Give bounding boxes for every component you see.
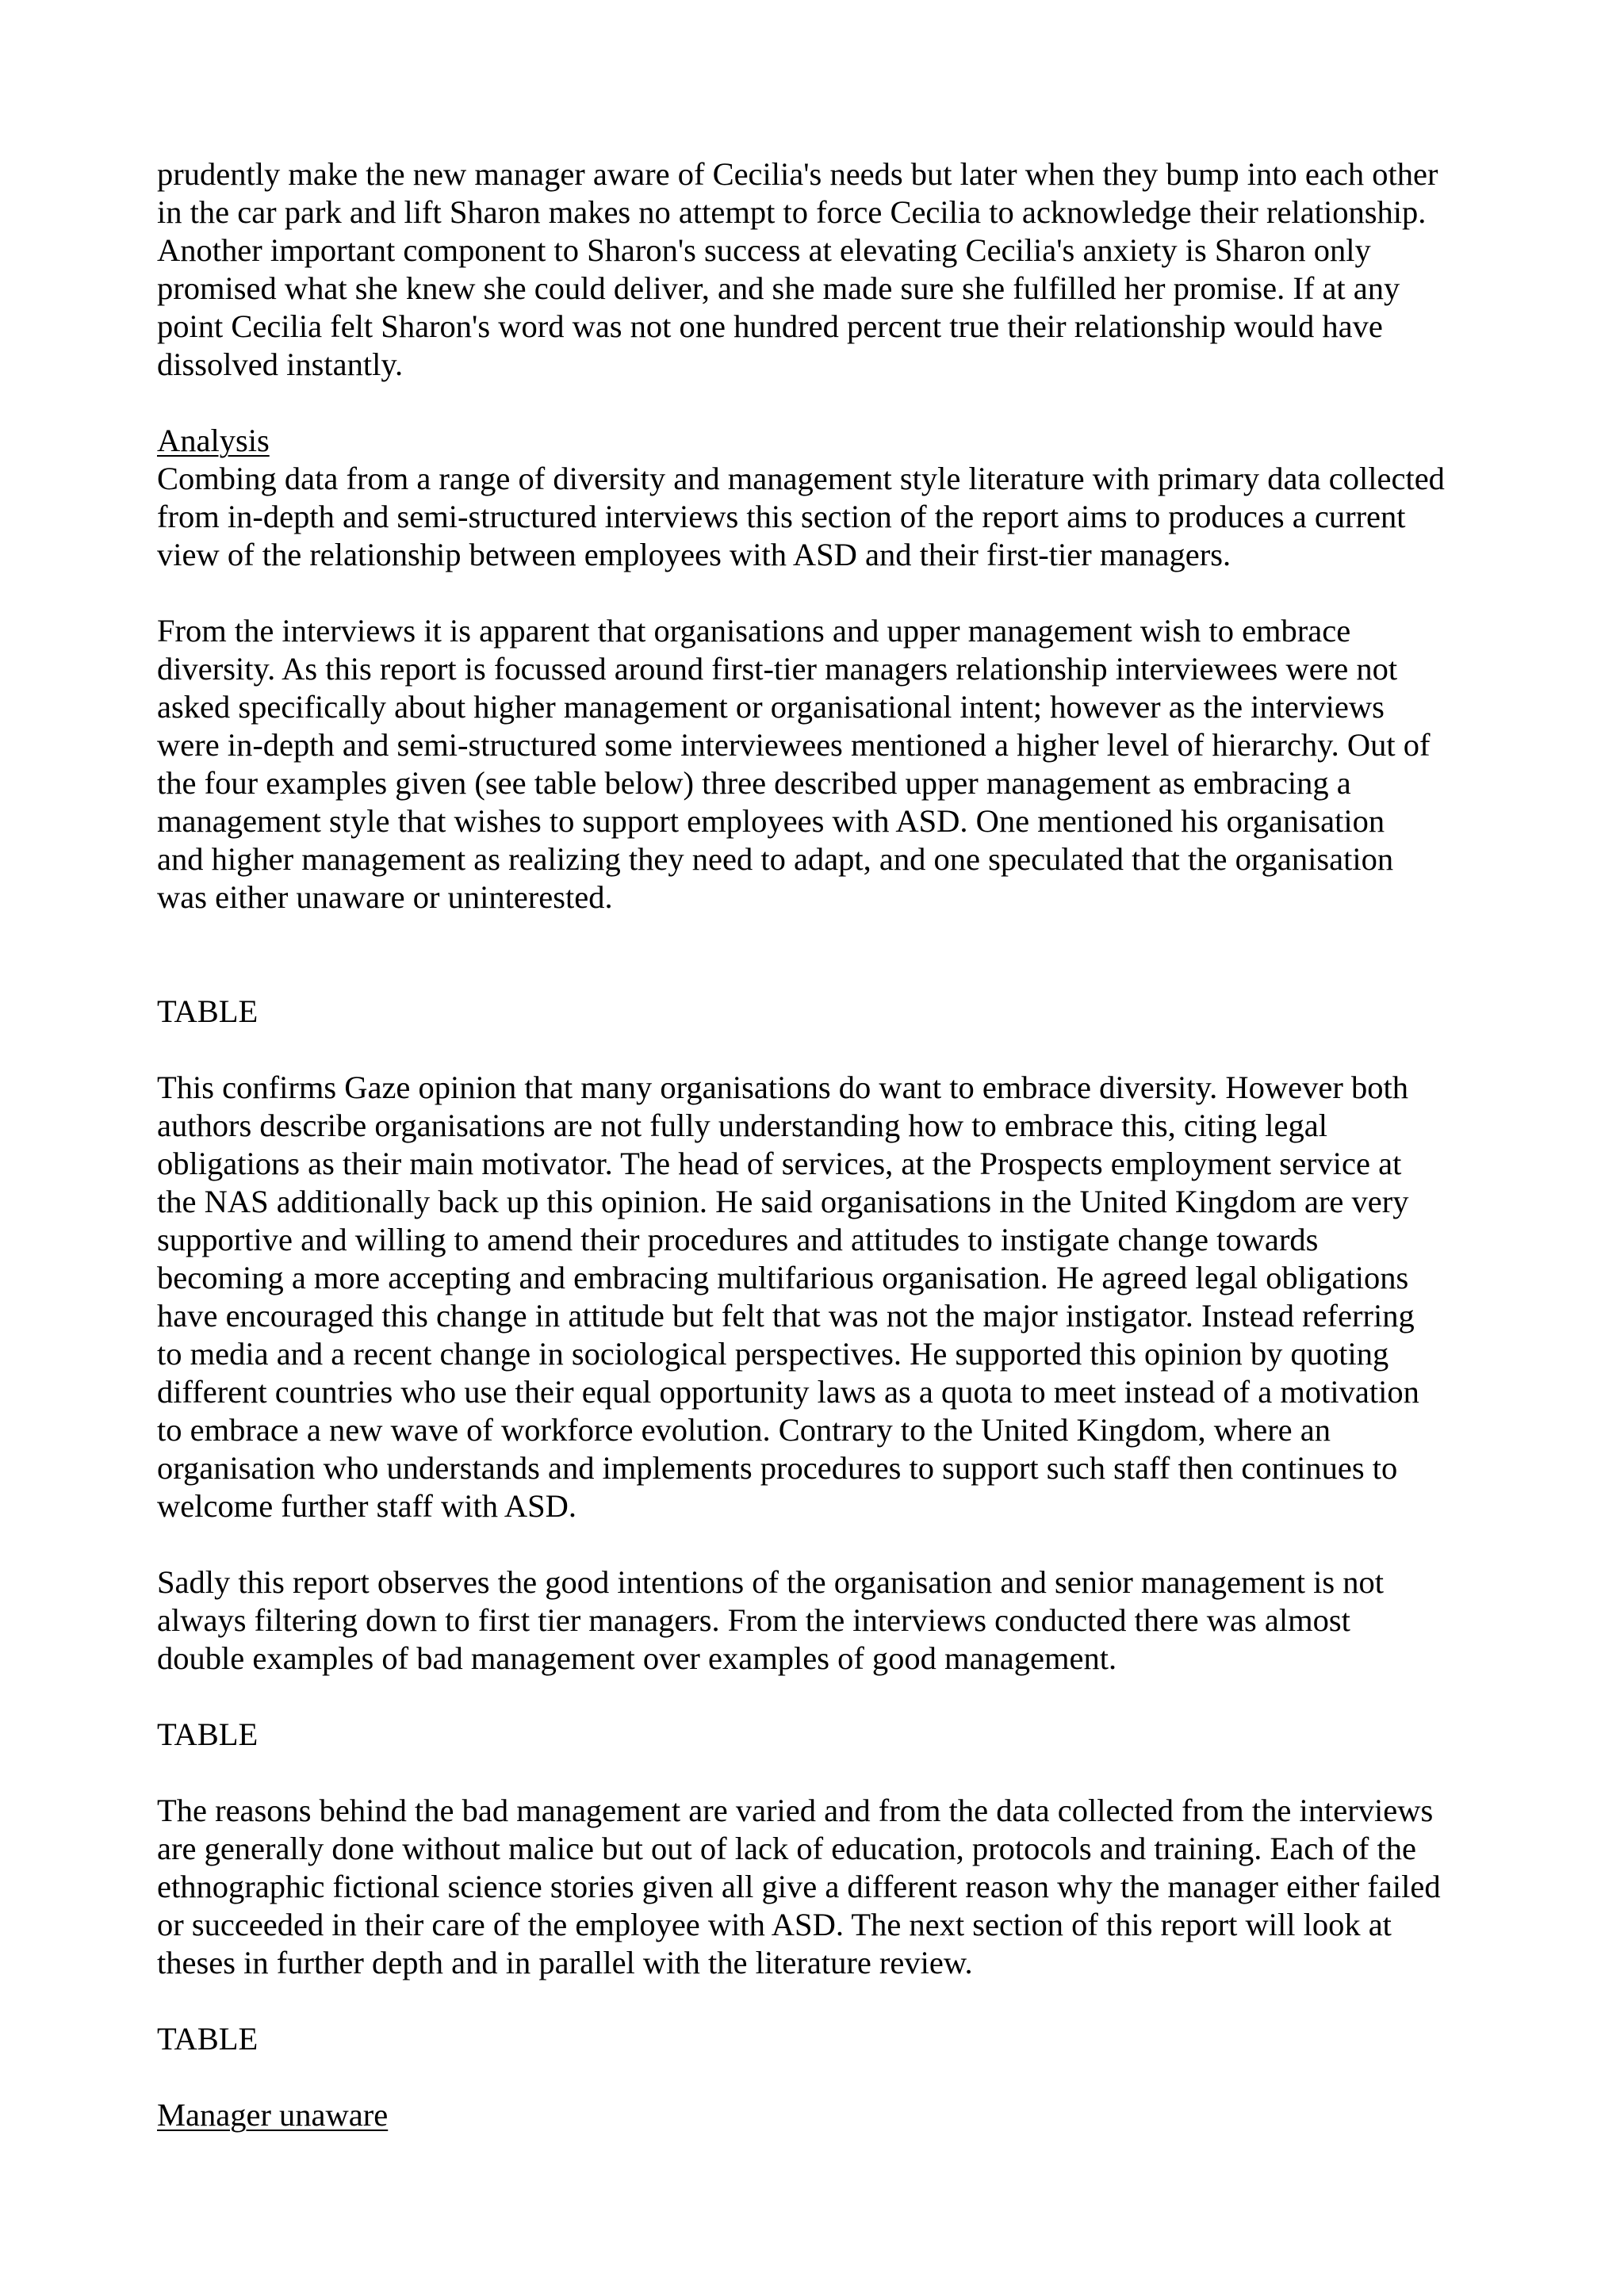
text-line: supportive and willing to amend their procedures and attitudes to instigate change towards [157,1222,1319,1257]
text-line: diversity. As this report is focussed around first-tier managers relationship interviewees were not [157,651,1398,687]
text-line: ethnographic fictional science stories given all give a different reason why the manager either failed [157,1869,1441,1904]
interviews-paragraph [157,612,1489,916]
text-line: organisation who understands and implements procedures to support such staff then continues to [157,1450,1398,1486]
text-line: or succeeded in their care of the employee with ASD. The next section of this report will look at [157,1907,1392,1942]
text-line: view of the relationship between employees with ASD and their first-tier managers. [157,537,1231,572]
document-page [157,155,1489,2134]
text-line: becoming a more accepting and embracing multifarious organisation. He agreed legal obligations [157,1260,1409,1295]
text-line: were in-depth and semi-structured some interviewees mentioned a higher level of hierarchy. Out of [157,727,1431,763]
text-line: different countries who use their equal opportunity laws as a quota to meet instead of a motivation [157,1374,1419,1410]
sadly-paragraph [157,1563,1489,1678]
text-line: always filtering down to first tier managers. From the interviews conducted there was almost [157,1602,1350,1638]
table-placeholder-3: TABLE [157,2021,259,2057]
text-line: authors describe organisations are not fully understanding how to embrace this, citing legal [157,1108,1327,1143]
text-line: prudently make the new manager aware of Cecilia's needs but later when they bump into each other [157,156,1438,192]
text-line: welcome further staff with ASD. [157,1488,577,1524]
text-line: was either unaware or uninterested. [157,879,613,915]
text-line: Another important component to Sharon's success at elevating Cecilia's anxiety is Sharon only [157,232,1371,268]
text-line: obligations as their main motivator. The head of services, at the Prospects employment service at [157,1146,1402,1181]
text-line: to media and a recent change in sociological perspectives. He supported this opinion by quoting [157,1336,1389,1372]
text-line: to embrace a new wave of workforce evolution. Contrary to the United Kingdom, where an [157,1412,1331,1448]
text-line: asked specifically about higher management or organisational intent; however as the interviews [157,689,1385,725]
intro-paragraph [157,155,1489,384]
gaze-paragraph [157,1069,1489,1525]
text-line: From the interviews it is apparent that organisations and upper management wish to embrace [157,613,1351,649]
analysis-paragraph [157,460,1489,574]
text-line: This confirms Gaze opinion that many organisations do want to embrace diversity. However both [157,1070,1408,1105]
text-line: promised what she knew she could deliver, and she made sure she fulfilled her promise. If at any [157,270,1400,306]
text-line: theses in further depth and in parallel with the literature review. [157,1945,973,1980]
reasons-paragraph [157,1792,1489,1982]
text-line: The reasons behind the bad management are varied and from the data collected from the interviews [157,1793,1434,1828]
text-line: have encouraged this change in attitude but felt that was not the major instigator. Instead referring [157,1298,1415,1334]
text-line: the NAS additionally back up this opinion. He said organisations in the United Kingdom are very [157,1184,1409,1219]
text-line: Combing data from a range of diversity and management style literature with primary data collected [157,461,1445,496]
table-placeholder-1: TABLE [157,993,259,1029]
text-line: point Cecilia felt Sharon's word was not one hundred percent true their relationship would have [157,308,1383,344]
text-line: in the car park and lift Sharon makes no attempt to force Cecilia to acknowledge their relationship. [157,194,1427,230]
text-line: from in-depth and semi-structured interviews this section of the report aims to produces a current [157,499,1406,534]
table-placeholder-2: TABLE [157,1716,259,1752]
text-line: the four examples given (see table below) three described upper management as embracing a [157,765,1351,801]
text-line: management style that wishes to support employees with ASD. One mentioned his organisation [157,803,1385,839]
text-line: double examples of bad management over examples of good management. [157,1640,1117,1676]
analysis-heading: Analysis [157,423,270,458]
text-line: are generally done without malice but out of lack of education, protocols and training. Each of the [157,1831,1416,1866]
text-line: Sadly this report observes the good intentions of the organisation and senior management is not [157,1564,1384,1600]
text-line: dissolved instantly. [157,346,404,382]
text-line: and higher management as realizing they need to adapt, and one speculated that the organisation [157,841,1394,877]
manager-unaware-heading: Manager unaware [157,2097,389,2133]
